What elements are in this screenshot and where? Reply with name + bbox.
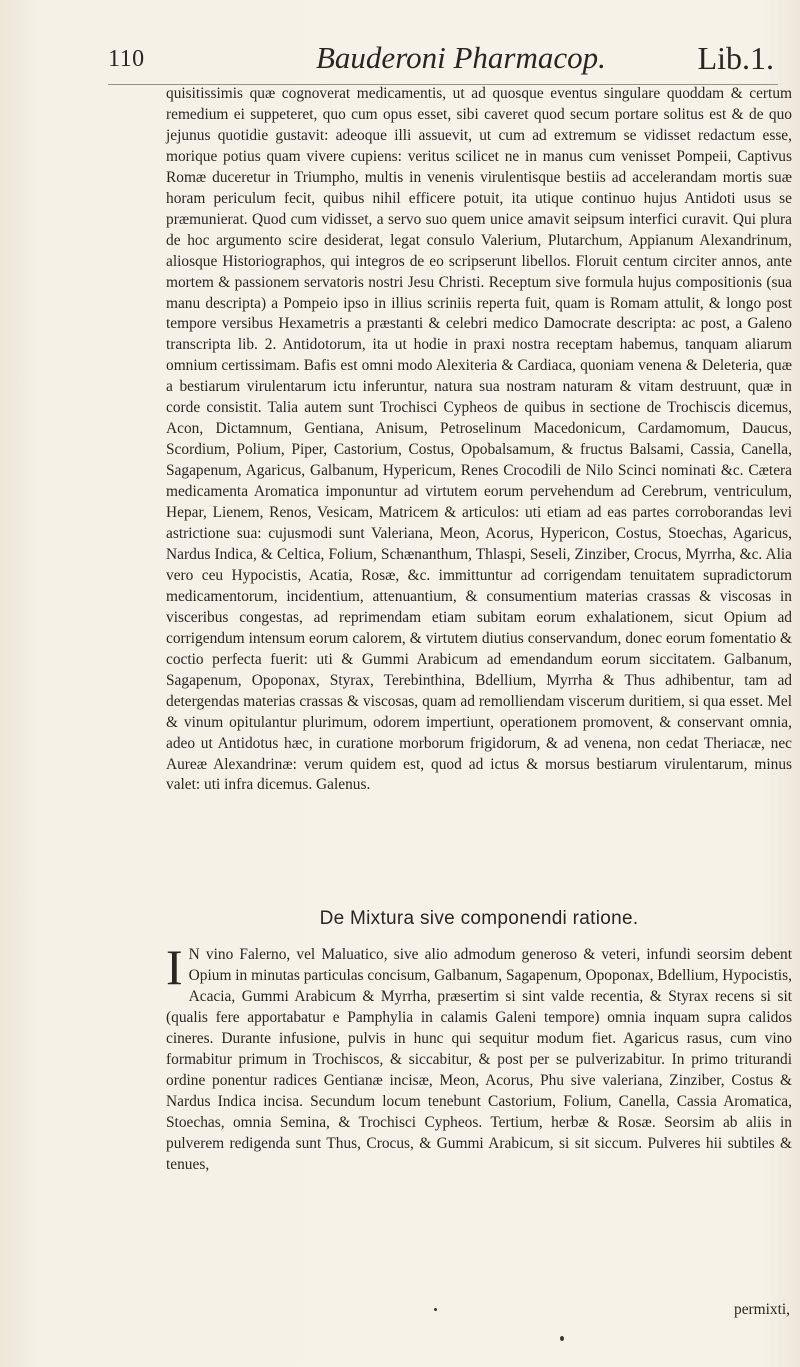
catchword: permixti, (734, 1301, 790, 1318)
section-title: De Mixtura sive componendi ratione. (319, 908, 639, 929)
page-number: 110 (108, 46, 145, 72)
main-paragraph (166, 84, 792, 796)
running-title: Bauderoni Pharmacop. (316, 40, 606, 75)
drop-cap: I (166, 939, 183, 995)
ink-spot (434, 1308, 437, 1311)
book-reference: Lib.1. (697, 40, 774, 76)
recipe-text: N vino Falerno, vel Maluatico, sive alio admodum generoso & veteri, infundi seorsim debent Opium in minutas particulas concisum, Galbanum, Sagapenum, Opoponax, Bdellium, Hypocistis, Acacia, Gummi Arabicum & Myrrha, præsertim si sint valde recentia, & Styrax recens si sit (qualis fere apportabatur e Pamphylia in calamis Galeni tempore) omnia inquam supra calidos cineres. Durante infusione, pulvis in hunc qui sequitur modum fiet. Agaricus rasus, cum vino formabitur primum in Trochiscos, & siccabitur, & post per se pulverizabitur. In primo triturandi ordine ponentur radices Gentianæ incisæ, Meon, Acorus, Phu sive valeriana, Zinziber, Costus & Nardus Indica incisa. Secundum locum tenebunt Castorium, Folium, Canella, Cassia Aromatica, Stoechas, omnia Semina, & Trochisci Cypheos. Tertium, herbæ & Rosæ. Seorsim ab aliis in pulverem redigenda sunt Thus, Crocus, & Gummi Arabicum, si sit siccum. Pulveres hii subtiles & tenues, (166, 946, 792, 1173)
paragraph-text: quisitissimis quæ cognoverat medicamentis, ut ad quosque eventus singulare quoddam & certum remedium ei suppeteret, quo cum opus esset, sibi caveret quod secum portare solitus est & de quo jejunus quotidie gustavit: adeoque illi assuevit, ut cum ad extremum se vidisset redactum esse, morique potius quam vivere cupiens: veritus scilicet ne in manus cum venisset Pompeii, Captivus Romæ duceretur in Triumpho, multis in venenis virulentisque bestiis ad accelerandam mortis suæ horam periculum fecit, quibus nihil efficere potuit, ita utique continuo hujus Antidoti usus se præmunierat. Quod cum vidisset, a servo suo quem unice amavit seipsum interfici curavit. Qui plura de hoc argumento scire desiderat, legat consulo Valerium, Plutarchum, Appianum Alexandrinum, aliosque Historiographos, qui integros de eo scripserunt libellos. Floruit centum circiter annos, ante mortem & passionem servatoris nostri Jesu Christi. Receptum sive formula hujus compositionis (sua manu descripta) a Pompeio ipso in illius scriniis reperta fuit, quam is Romam attulit, & longo post tempore versibus Hexametris a præstanti & celebri medico Damocrate descripta: ac post, a Galeno transcripta lib. 2. Antidotorum, ita ut hodie in praxi nostra receptam habemus, tanquam aliarum omnium certissimam. Bafis est omni modo Alexiteria & Cardiaca, quoniam venena & Deleteria, quæ a bestiarum virulentarum ictu inferuntur, natura sua nostram naturam & vitam destruunt, quæ in corde consistit. Talia autem sunt Trochisci Cypheos de quibus in sectione de Trochiscis dicemus, Acon, Dictamnum, Gentiana, Anisum, Petroselinum Macedonicum, Cardamomum, Daucus, Scordium, Polium, Piper, Castorium, Costus, Opobalsamum, & fructus Balsami, Cassia, Canella, Sagapenum, Agaricus, Galbanum, Hypericum, Renes Crocodili de Nilo Scinci nominati &c. Cætera medicamenta Aromatica imponuntur ad virtutem eorum pervehendum ad Cerebrum, ventriculum, Hepar, Lienem, Renos, Vesicam, Matricem & articulos: uti etiam ad eas partes corroborandas levi astrictione sua: cujusmodi sunt Valeriana, Meon, Acorus, Hypericon, Costus, Stoechas, Agaricus, Nardus Indica, & Celtica, Folium, Schænanthum, Thlaspi, Seseli, Zinziber, Crocus, Myrrha, &c. Alia vero ceu Hypocistis, Acatia, Rosæ, &c. immittuntur ad corrigendam tenuitatem supradictorum medicamentorum, incidentium, attenuantium, & consumentium materias crassas & viscosas in visceribus congestas, ad reprimendam etiam subitam eorum exhalationem, sicut Opium ad corrigendum intensum eorum calorem, & virtutem diutius conservandum, donec eorum fomentatio & coctio perfecta fuerit: uti & Gummi Arabicum ad emendandum eorum siccitatem. Galbanum, Sagapenum, Opoponax, Styrax, Terebinthina, Bdellium, Myrrha & Thus adhibentur, tam ad detergendas materias crassas & viscosas, quam ad remolliendam viscerum duritiem, si qua esset. Mel & vinum opitulantur plurimum, odorem impertiunt, operationem promovent, & conservant omnia, adeo ut Antidotus hæc, in curatione morborum frigidorum, & ad venena, non cedat Theriacæ, nec Aureæ Alexandrinæ: verum quidem est, quod ad ictus & morsus bestiarum virulentarum, minus valet: uti infra dicemus. Galenus. (166, 85, 792, 794)
page-header (108, 34, 778, 85)
ink-spot (560, 1336, 564, 1341)
recipe-paragraph (166, 939, 792, 1175)
